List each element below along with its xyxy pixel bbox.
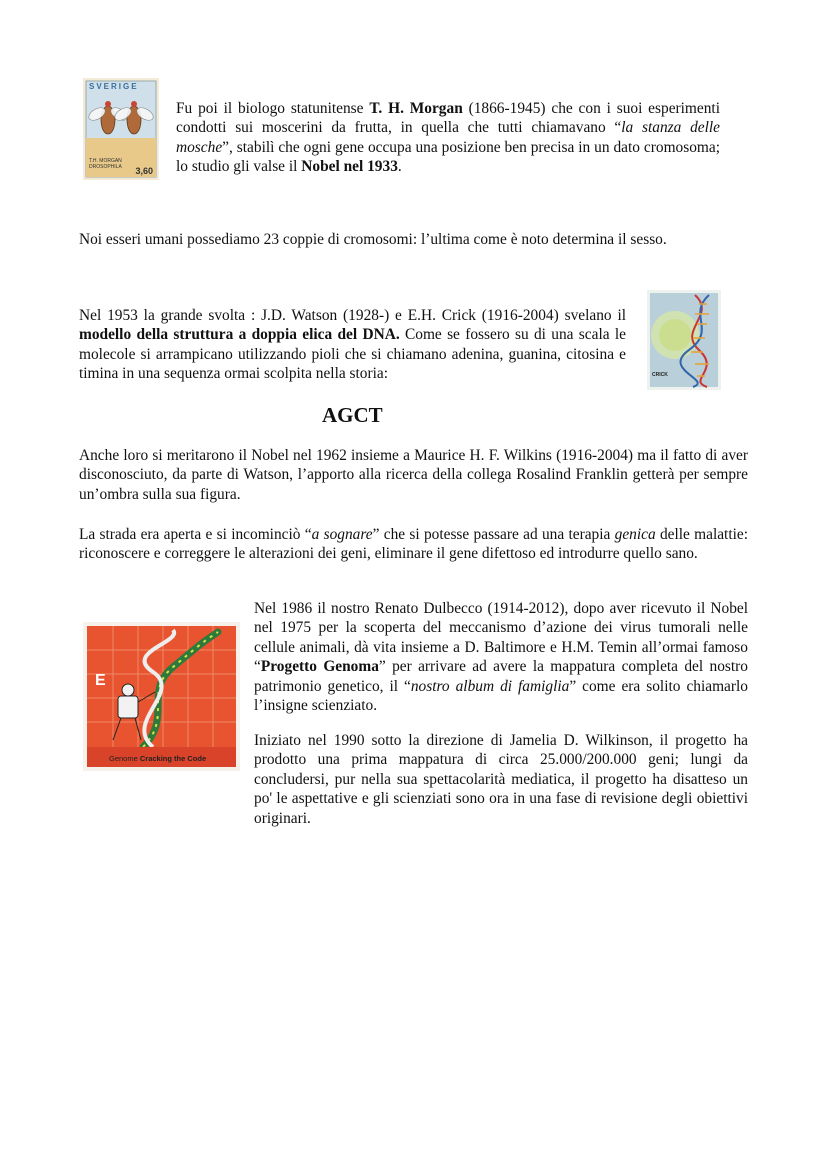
italic-text: genica [614,526,656,543]
bold-text: modello della struttura a doppia elica del DNA. [79,326,400,344]
caption-part: Cracking the Code [139,754,207,763]
bold-text: Progetto Genoma [260,658,379,676]
italic-text: nostro album di famiglia [410,677,570,695]
text: ” come era solito chiamarlo l’insigne scienziato. [254,677,748,715]
text: Fu poi il biologo statunitense [176,100,370,117]
stamp-caption [109,754,206,763]
italic-text: la stanza delle mosche [176,119,720,156]
paragraph-chromosomes: Noi esseri umani possediamo 23 coppie di cromosomi: l’ultima come è noto determina il sesso. [79,231,667,248]
text: Nel 1953 la grande svolta : J.D. Watson (1928-) e E.H. Crick (1916-2004) svelano il [79,307,626,324]
text: La strada era aperta e si incominciò “ [79,526,312,543]
stamp-caption: CRICK [652,372,668,378]
bold-text: T. H. Morgan [369,100,463,117]
genome-stamp-icon [83,622,240,771]
paragraph-dulbecco [254,599,748,715]
text: ”, stabilì che ogni gene occupa una posizione ben precisa in un dato cromosoma; lo studio gli valse il [176,138,720,176]
stamp-country: SVERIGE [89,82,139,91]
italic-text: a sognare [311,526,373,543]
paragraph-terapia-genica [79,525,748,564]
text: delle malattie: riconoscere e correggere le alterazioni dei geni, eliminare il gene difettoso ed introdurre quello sano. [79,526,748,563]
stamp-value: 3,60 [135,166,153,176]
text: (1866-1945) che con i suoi esperimenti condotti sui moscerini da frutta, in quella che tutti chiamavano “ [176,100,720,137]
bold-text: Nobel nel 1933 [301,158,398,176]
dna-stamp [647,290,721,390]
stamp-caption: T.H. MORGAN DROSOPHILA [89,158,122,170]
text: Come se fossero su di una scala le molecole si arrampicano utilizzando pioli che si chiamano adenina, guanina, citosina e timina in una sequenza ormai scolpita nella storia: [79,326,626,383]
paragraph-watson-crick [79,306,626,384]
agct-heading: AGCT [322,403,383,427]
paragraph-progetto: Iniziato nel 1990 sotto la direzione di Jamelia D. Wilkinson, il progetto ha prodotto una prima mappatura di circa 25.000/200.000 geni; lungi da concludersi, pur nella sua spettacolarità mediatica, il progetto ha disatteso un po' le aspettative e gli scienziati sono ora in una fase di revisione degli obiettivi originari. [254,732,748,827]
text: . [397,158,402,176]
text: ” per arrivare ad avere la mappatura completa del nostro patrimonio genetico, il “ [254,658,748,695]
stamp-letter: E [95,672,106,689]
paragraph-morgan [176,99,720,177]
text: Nel 1986 il nostro Renato Dulbecco (1914-2012), dopo aver ricevuto il Nobel nel 1975 per la scoperta del meccanismo d’azione dei virus tumorali nelle cellule animali, dà vita insieme a D. Baltimore e H.M. Temin all’ormai famoso “ [254,600,748,676]
text: ” che si potesse passare ad una terapia [372,526,615,543]
sweden-morgan-stamp [83,78,159,180]
caption-part: Genome [109,754,138,763]
paragraph-nobel-1962: Anche loro si meritarono il Nobel nel 1962 insieme a Maurice H. F. Wilkins (1916-2004) ma il fatto di aver disconosciuto, da parte di Watson, l’apporto alla ricerca della collega Rosalind Franklin getterà per sempre un’ombra sulla sua figura. [79,447,748,503]
genome-stamp [83,622,240,771]
